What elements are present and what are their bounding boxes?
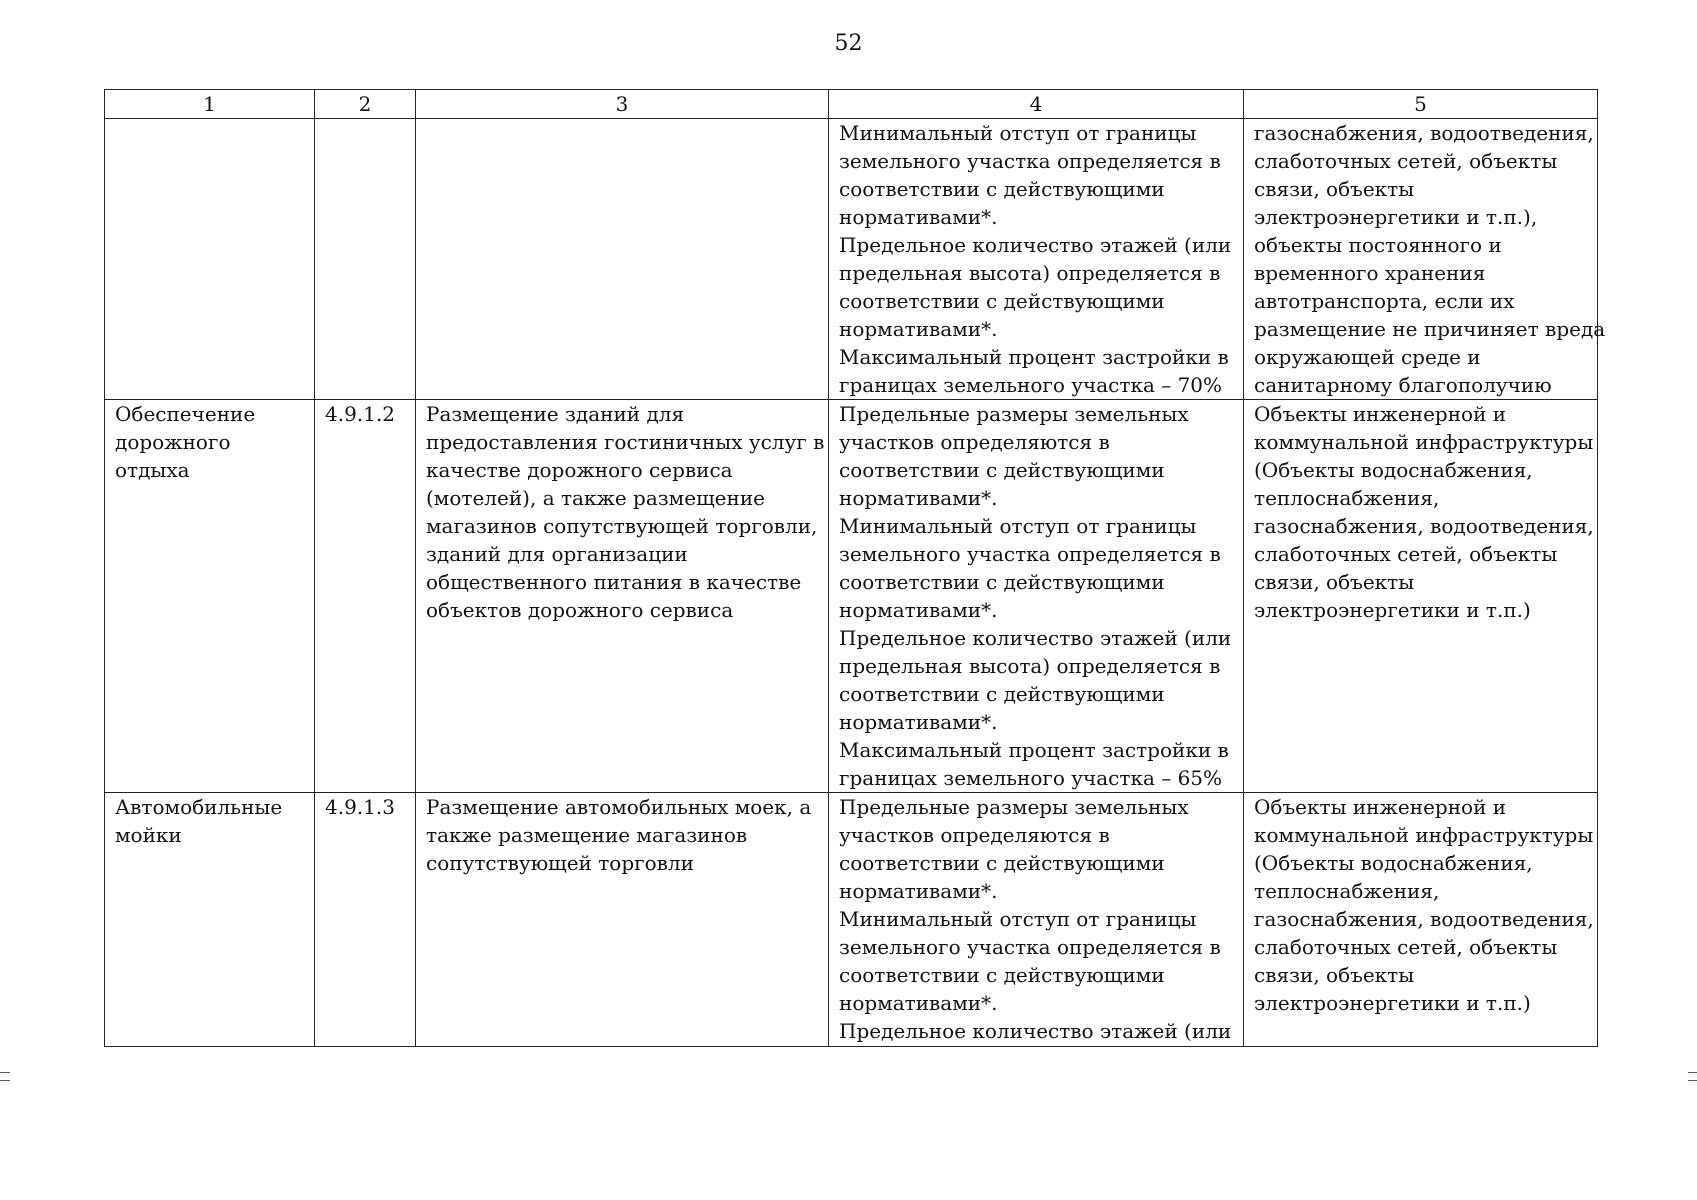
cell-parameters: [829, 793, 1244, 1047]
text-line: нормативами*.: [839, 205, 998, 229]
text-line: участков определяются в: [839, 823, 1110, 847]
text-line: электроэнергетики и т.п.): [1254, 991, 1531, 1015]
text-line: качестве дорожного сервиса: [426, 458, 733, 482]
text-line: связи, объекты: [1254, 570, 1415, 594]
text-line: дорожного: [115, 430, 231, 454]
text-line: нормативами*.: [839, 710, 998, 734]
scan-edge-mark: [0, 1072, 10, 1073]
text-line: теплоснабжения,: [1254, 486, 1440, 510]
text-line: нормативами*.: [839, 598, 998, 622]
header-col-3: 3: [416, 90, 829, 119]
text-line: соответствии с действующими: [839, 682, 1165, 706]
cell-type: [105, 400, 315, 793]
text-line: мойки: [115, 823, 182, 847]
table-row-continuation: [105, 119, 1598, 400]
header-col-2: 2: [315, 90, 416, 119]
text-line: Объекты инженерной и: [1254, 402, 1507, 426]
cell-type: [105, 793, 315, 1047]
text-line: нормативами*.: [839, 991, 998, 1015]
cell-clip: [839, 793, 1233, 1046]
text-line: (Объекты водоснабжения,: [1254, 458, 1533, 482]
text-line: нормативами*.: [839, 879, 998, 903]
text-line: коммунальной инфраструктуры: [1254, 823, 1594, 847]
text-line: также размещение магазинов: [426, 823, 748, 847]
text-line: Максимальный процент застройки в: [839, 345, 1229, 369]
text-line: автотранспорта, если их: [1254, 289, 1515, 313]
text-line: общественного питания в качестве: [426, 570, 802, 594]
text-line: границах земельного участка – 70%: [839, 373, 1223, 397]
land-use-table: [104, 89, 1606, 1047]
text-line: соответствии с действующими: [839, 570, 1165, 594]
text-line: слаботочных сетей, объекты: [1254, 935, 1558, 959]
header-row: [105, 90, 1598, 119]
cell-parameters: [829, 400, 1244, 793]
text-line: соответствии с действующими: [839, 177, 1165, 201]
text-line: Максимальный процент застройки в: [839, 738, 1229, 762]
cell-description: [416, 793, 829, 1047]
text-line: газоснабжения, водоотведения,: [1254, 121, 1594, 145]
text-line: Предельные размеры земельных: [839, 402, 1189, 426]
cell-code: 4.9.1.2: [315, 400, 416, 793]
text-line: соответствии с действующими: [839, 458, 1165, 482]
text-line: земельного участка определяется в: [839, 542, 1221, 566]
header-col-4: 4: [829, 90, 1244, 119]
cell-description: [416, 119, 829, 400]
text-line: Предельное количество этажей (или: [839, 1019, 1232, 1043]
text-line: участков определяются в: [839, 430, 1110, 454]
text-line: (мотелей), а также размещение: [426, 486, 766, 510]
text-line: газоснабжения, водоотведения,: [1254, 514, 1594, 538]
cell-code: 4.9.1.3: [315, 793, 416, 1047]
text-line: окружающей среде и: [1254, 345, 1481, 369]
text-line: коммунальной инфраструктуры: [1254, 430, 1594, 454]
table-row-car-wash: [105, 793, 1598, 1047]
cell-type: [105, 119, 315, 400]
text-line: Предельные размеры земельных: [839, 795, 1189, 819]
text-line: связи, объекты: [1254, 177, 1415, 201]
text-line: слаботочных сетей, объекты: [1254, 149, 1558, 173]
text-line: соответствии с действующими: [839, 963, 1165, 987]
cell-description: [416, 400, 829, 793]
text-line: предоставления гостиничных услуг в: [426, 430, 825, 454]
text-line: земельного участка определяется в: [839, 149, 1221, 173]
text-line: теплоснабжения,: [1254, 879, 1440, 903]
table-row-road-rest: [105, 400, 1598, 793]
text-line: Предельное количество этажей (или: [839, 626, 1232, 650]
text-line: газоснабжения, водоотведения,: [1254, 907, 1594, 931]
text-line: слаботочных сетей, объекты: [1254, 542, 1558, 566]
text-line: Автомобильные: [115, 795, 283, 819]
text-line: (Объекты водоснабжения,: [1254, 851, 1533, 875]
text-line: временного хранения: [1254, 261, 1486, 285]
text-line: нормативами*.: [839, 486, 998, 510]
text-line: Размещение зданий для: [426, 402, 685, 426]
text-line: размещение не причиняет вреда: [1254, 317, 1606, 341]
text-line: связи, объекты: [1254, 963, 1415, 987]
page-number: 52: [834, 31, 863, 56]
text-line: отдыха: [115, 458, 190, 482]
scan-edge-mark: [0, 1080, 10, 1081]
text-line: Минимальный отступ от границы: [839, 514, 1197, 538]
text-line: сопутствующей торговли: [426, 851, 694, 875]
text-line: Минимальный отступ от границы: [839, 907, 1197, 931]
text-line: соответствии с действующими: [839, 289, 1165, 313]
text-line: нормативами*.: [839, 317, 998, 341]
header-col-1: 1: [105, 90, 315, 119]
text-line: Предельное количество этажей (или: [839, 233, 1232, 257]
text-line: Минимальный отступ от границы: [839, 121, 1197, 145]
text-line: предельная высота) определяется в: [839, 654, 1221, 678]
header-col-5: 5: [1244, 90, 1598, 119]
text-line: магазинов сопутствующей торговли,: [426, 514, 818, 538]
text-line: предельная высота) определяется в: [839, 261, 1221, 285]
cell-auxiliary-uses: [1244, 119, 1606, 400]
text-line: Обеспечение: [115, 402, 256, 426]
cell-auxiliary-uses: [1244, 793, 1598, 1047]
text-line: Объекты инженерной и: [1254, 795, 1507, 819]
text-line: Размещение автомобильных моек, а: [426, 795, 812, 819]
text-line: земельного участка определяется в: [839, 935, 1221, 959]
cell-code: [315, 119, 416, 400]
text-line: объекты постоянного и: [1254, 233, 1502, 257]
text-line: соответствии с действующими: [839, 851, 1165, 875]
text-line: зданий для организации: [426, 542, 688, 566]
cell-parameters: [829, 119, 1244, 400]
text-line: электроэнергетики и т.п.),: [1254, 205, 1538, 229]
cell-auxiliary-uses: [1244, 400, 1598, 793]
text-line: границах земельного участка – 65%: [839, 766, 1223, 790]
text-line: санитарному благополучию: [1254, 373, 1552, 397]
text-line: объектов дорожного сервиса: [426, 598, 734, 622]
text-line: электроэнергетики и т.п.): [1254, 598, 1531, 622]
scan-edge-mark: [1688, 1080, 1697, 1081]
scan-edge-mark: [1688, 1072, 1697, 1073]
